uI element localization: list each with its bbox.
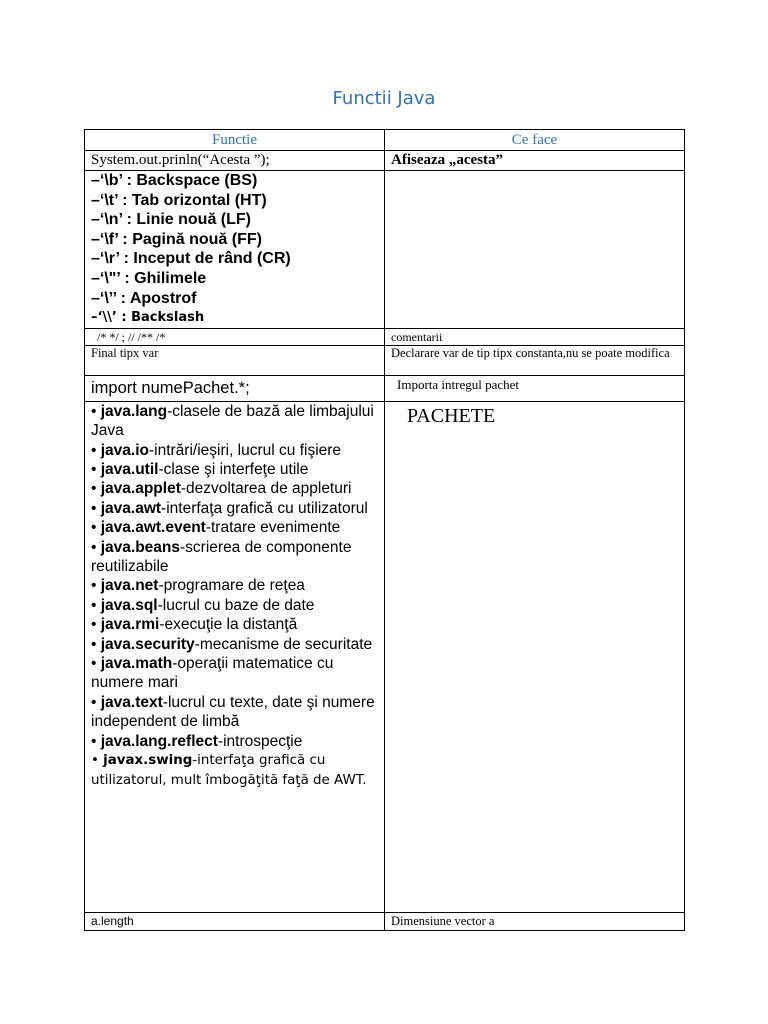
table-row <box>85 328 685 345</box>
package-name: java.lang <box>100 402 168 420</box>
package-desc: -intrări/ieşiri, lucrul cu fişiere <box>148 441 342 459</box>
package-desc: -operaţii matematice cu numere mari <box>91 655 334 692</box>
escape-item: –‘\t’ : Tab orizontal (HT) <box>91 191 267 209</box>
package-desc: -introspecţie <box>217 732 303 750</box>
package-name: java.awt.event <box>100 519 206 537</box>
functions-table <box>84 129 685 931</box>
page-title: Functii Java <box>332 88 436 109</box>
import-desc-cell: Importa intregul pachet <box>385 375 685 401</box>
print-func-cell: System.out.prinln(“Acesta ”); <box>85 151 385 171</box>
package-desc: -tratare evenimente <box>205 519 341 537</box>
escape-item: –‘\r’ : Inceput de rând (CR) <box>91 250 291 268</box>
package-name: java.applet <box>100 480 181 498</box>
escape-sequences-cell <box>85 171 385 329</box>
package-name: java.rmi <box>100 616 160 634</box>
package-item: • java.util-clase şi interfeţe utile <box>91 460 309 478</box>
comment-desc-cell: comentarii <box>385 328 685 345</box>
package-item: • java.applet-dezvoltarea de appleturi <box>91 480 352 498</box>
escape-item: –‘\b’ : Backspace (BS) <box>91 172 258 189</box>
package-name: java.lang.reflect <box>100 732 218 750</box>
package-item: • java.rmi-execuţie la distanţă <box>91 616 298 634</box>
package-desc: -scrierea de componente reutilizabile <box>91 538 352 575</box>
package-desc: -lucrul cu texte, date şi numere independent de limbă <box>91 693 375 731</box>
escape-item: –‘\n’ : Linie nouă (LF) <box>91 211 251 229</box>
package-name: java.text <box>100 693 163 711</box>
table-row <box>85 912 685 930</box>
packages-cell <box>85 401 385 912</box>
package-name: java.io <box>100 441 149 459</box>
length-desc-cell: Dimensiune vector a <box>385 912 685 930</box>
package-name: java.net <box>100 577 159 595</box>
package-name: java.sql <box>100 596 158 614</box>
package-item: • java.awt-interfaţa grafică cu utilizatorul <box>91 499 368 517</box>
package-item: • javax.swing-interfaţa grafică cu utilizatorul, mult îmbogăţită faţă de AWT. <box>91 753 367 788</box>
package-desc: -interfaţa grafică cu utilizatorul <box>161 499 368 517</box>
print-desc-cell: Afiseaza „acesta” <box>385 151 685 171</box>
table-row <box>85 375 685 401</box>
final-desc-cell: Declarare var de tip tipx constanta,nu se poate modifica <box>385 345 685 375</box>
package-desc: -execuţie la distanţă <box>159 616 298 634</box>
table-row <box>85 171 685 329</box>
import-func-cell: import numePachet.*; <box>85 375 385 401</box>
escape-item: –‘\\’ : Backslash <box>91 310 205 326</box>
package-name: java.math <box>100 655 173 673</box>
package-name: java.beans <box>100 538 181 556</box>
package-desc: -clase şi interfeţe utile <box>158 460 309 478</box>
packages-label-cell <box>385 401 685 912</box>
package-item: • java.math-operaţii matematice cu numere mari <box>91 655 334 692</box>
package-item: • java.security-mecanisme de securitate <box>91 635 373 653</box>
package-item: • java.lang-clasele de bază ale limbajului Java <box>91 402 374 440</box>
table-row <box>85 401 685 912</box>
package-item: • java.io-intrări/ieşiri, lucrul cu fişiere <box>91 441 342 459</box>
package-desc: -lucrul cu baze de date <box>157 596 315 614</box>
package-item: • java.sql-lucrul cu baze de date <box>91 596 315 614</box>
final-func-cell: Final tipx var <box>85 345 385 375</box>
escape-item: –‘\f’ : Pagină nouă (FF) <box>91 230 262 248</box>
package-desc: -interfaţa grafică cu utilizatorul, mult îmbogăţită faţă de AWT. <box>91 753 367 788</box>
package-item: • java.lang.reflect-introspecţie <box>91 732 303 750</box>
header-ce-face: Ce face <box>385 130 685 151</box>
package-desc: -programare de reţea <box>158 577 305 595</box>
escape-item: –‘\’’ : Apostrof <box>91 289 197 307</box>
table-row <box>85 345 685 375</box>
package-item: • java.beans-scrierea de componente reutilizabile <box>91 538 352 575</box>
package-desc: -dezvoltarea de appleturi <box>180 480 352 498</box>
package-desc: -mecanisme de securitate <box>194 635 373 653</box>
comment-func-cell: /* */ ; // /** /* <box>85 328 385 345</box>
package-name: javax.swing <box>103 753 193 769</box>
table-row <box>85 151 685 171</box>
package-item: • java.net-programare de reţea <box>91 577 305 595</box>
package-name: java.security <box>100 635 195 653</box>
escape-item: –‘\"’ : Ghilimele <box>91 269 207 287</box>
package-name: java.awt <box>100 499 162 517</box>
package-desc: -clasele de bază ale limbajului Java <box>91 402 374 440</box>
length-func-cell: a.length <box>85 912 385 930</box>
packages-label: PACHETE <box>407 404 496 427</box>
package-item: • java.awt.event-tratare evenimente <box>91 519 341 537</box>
empty-cell <box>385 171 685 329</box>
package-item: • java.text-lucrul cu texte, date şi numere independent de limbă <box>91 693 375 731</box>
package-name: java.util <box>100 460 159 478</box>
header-row <box>85 130 685 151</box>
header-functie: Functie <box>85 130 385 151</box>
